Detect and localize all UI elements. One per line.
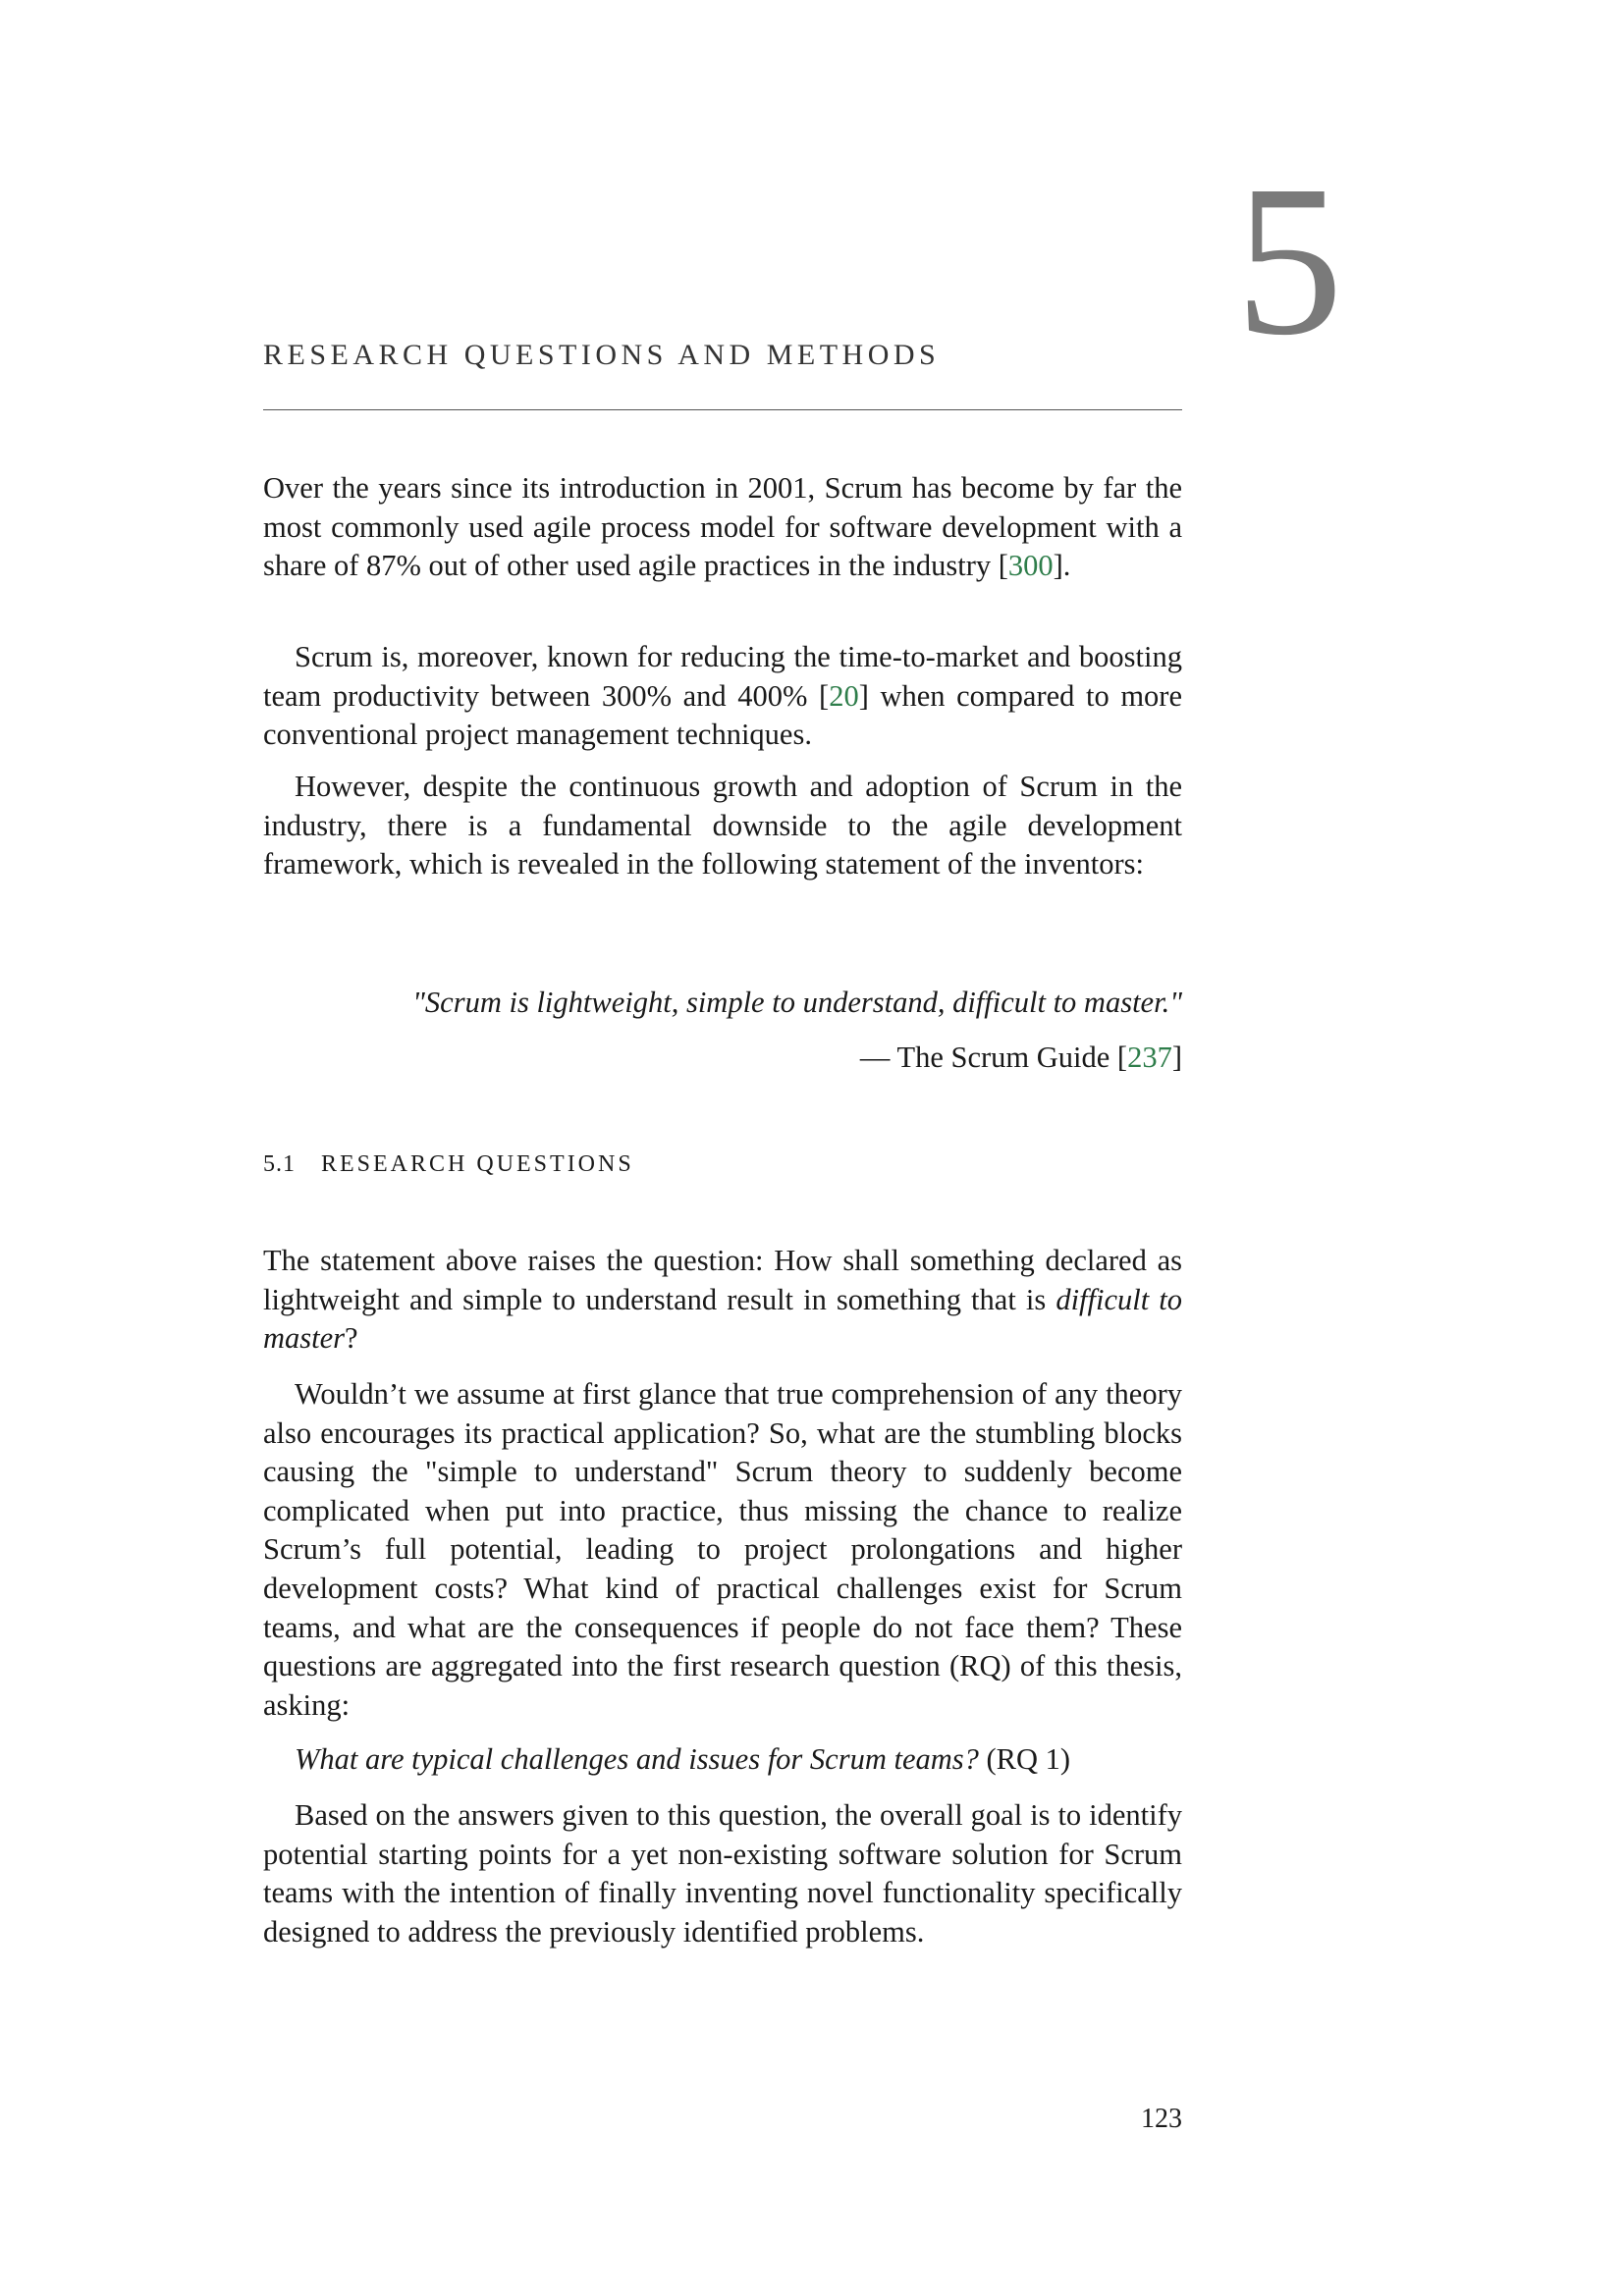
section-p1-end: ? xyxy=(345,1321,358,1356)
page-number: 123 xyxy=(1141,2104,1182,2134)
rq1-label: (RQ 1) xyxy=(978,1742,1071,1776)
chapter-title: RESEARCH QUESTIONS AND METHODS xyxy=(263,339,941,371)
citation-link[interactable]: 300 xyxy=(1007,549,1054,583)
intro-p3-text: However, despite the continuous growth and adoption of Scrum in the industry, there is a fundamental downside to the agile development framework, which is revealed in the following statement of the inventors: xyxy=(263,770,1182,881)
section-paragraph-3 xyxy=(263,1796,1182,1951)
epigraph-source-prefix: — The Scrum Guide [ xyxy=(859,1041,1128,1074)
title-rule xyxy=(263,409,1182,410)
epigraph-source-suffix: ] xyxy=(1171,1041,1182,1074)
citation-link[interactable]: 237 xyxy=(1127,1041,1172,1074)
intro-p1-text: Over the years since its introduction in 2001, Scrum has become by far the most commonly used agile process model for software development with a share of 87% out of other used agile practices in the industry [ xyxy=(263,471,1182,583)
citation-link[interactable]: 20 xyxy=(829,678,859,713)
epigraph-quote-text: "Scrum is lightweight, simple to understand, difficult to master." xyxy=(412,986,1182,1019)
chapter-number: 5 xyxy=(1235,140,1343,380)
section-paragraph-2 xyxy=(263,1375,1182,1725)
section-paragraph-1 xyxy=(263,1242,1182,1359)
epigraph-quote xyxy=(263,984,1182,1023)
section-p3-text: Based on the answers given to this question, the overall goal is to identify potential starting points for a yet non-existing software solution for Scrum teams with the intention of finally inventing novel functionality specifically designed to address the previously identified problems. xyxy=(263,1798,1182,1949)
section-p1-text: The statement above raises the question: How shall something declared as lightweight and simple to understand result in something that is xyxy=(263,1244,1182,1316)
intro-p2-text: Scrum is, moreover, known for reducing the time-to-market and boosting team productivity between 300% and 400% [ xyxy=(263,640,1182,713)
intro-paragraph-3 xyxy=(263,768,1182,884)
intro-paragraph-2 xyxy=(263,638,1182,755)
intro-p2-end: ] when compared to more conventional project management techniques. xyxy=(263,678,1183,752)
rq1-question: What are typical challenges and issues for Scrum teams? xyxy=(295,1742,979,1776)
section-number: 5.1 xyxy=(263,1151,296,1177)
intro-p1-end: ]. xyxy=(1053,549,1071,583)
epigraph-source xyxy=(263,1039,1182,1078)
research-question-1 xyxy=(295,1740,1070,1780)
section-p1-emphasis: difficult to master xyxy=(263,1282,1182,1356)
section-heading xyxy=(263,1151,634,1178)
section-p2-text: Wouldn’t we assume at first glance that true comprehension of any theory also encourages its practical application? So, what are the stumbling blocks causing the "simple to understand" Scrum theory to suddenly become complicated when put into practice, thus missing the chance to realize Scrum’s full potential, leading to project prolongations and higher development costs? What kind of practical challenges exist for Scrum teams, and what are the consequences if people do not face them? These questions are aggregated into the first research question (RQ) of this thesis, asking: xyxy=(263,1377,1182,1722)
section-title: RESEARCH QUESTIONS xyxy=(321,1151,634,1177)
intro-paragraph-1 xyxy=(263,469,1182,586)
